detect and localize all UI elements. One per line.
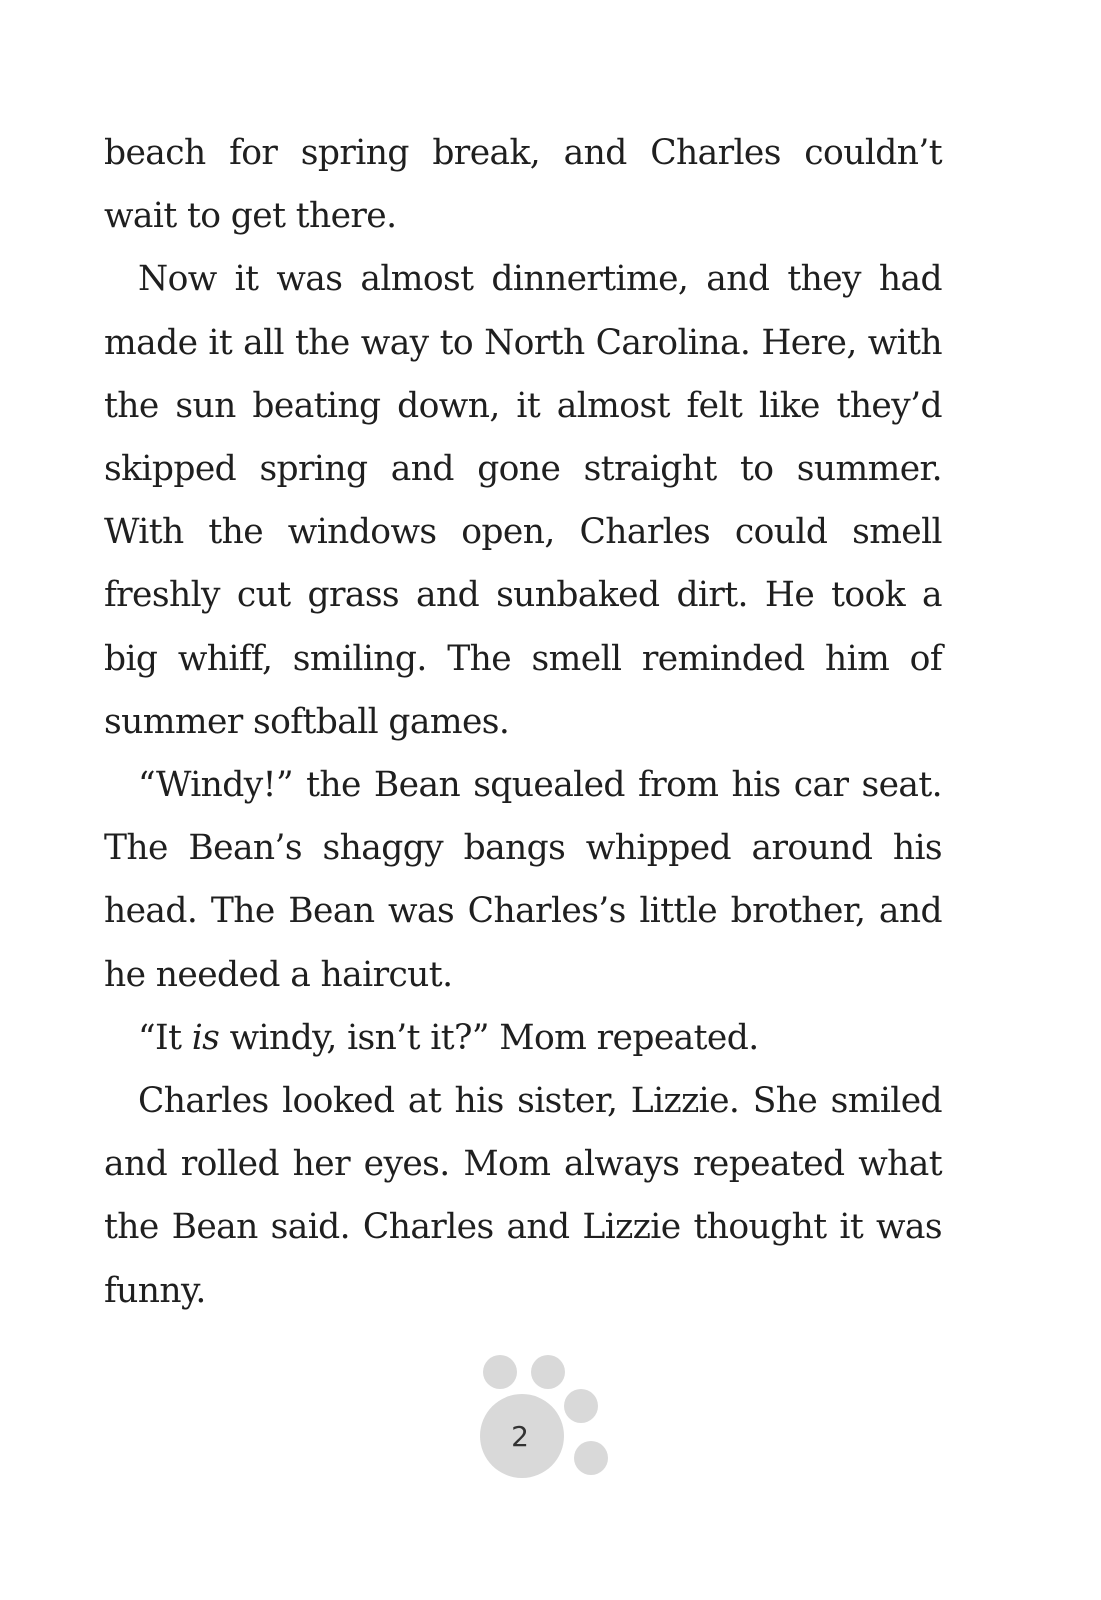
paragraph-4-text-end: windy, isn’t it?” Mom repeated. xyxy=(219,1017,759,1058)
paragraph-2-text: Now it was almost dinnertime, and they had made it all the way to North Carolina. Here, with the sun beating down, it almost felt like they’d skipped spring and gone straight to summer. With the windows open, Charles could smell freshly cut grass and sunbaked dirt. He took a big whiff, smiling. The smell reminded him of summer softball games. xyxy=(104,259,942,742)
paragraph-4-text-start: “It xyxy=(138,1017,192,1058)
paragraph-4-emphasis: is xyxy=(191,1017,220,1058)
paw-toe-3 xyxy=(564,1389,598,1423)
paragraph-3 xyxy=(104,754,942,1007)
paragraph-1 xyxy=(104,122,942,248)
paw-toe-1 xyxy=(483,1355,517,1389)
paragraph-5-text: Charles looked at his sister, Lizzie. She smiled and rolled her eyes. Mom always repeated what the Bean said. Charles and Lizzie thought it was funny. xyxy=(104,1081,942,1311)
paragraph-2 xyxy=(104,248,942,754)
page-number: 2 xyxy=(511,1420,529,1453)
paragraph-1-text: beach for spring break, and Charles couldn’t wait to get there. xyxy=(104,133,942,237)
body-text xyxy=(104,122,942,1323)
paragraph-4 xyxy=(104,1007,942,1070)
paragraph-3-text: “Windy!” the Bean squealed from his car seat. The Bean’s shaggy bangs whipped around his head. The Bean was Charles’s little brother, and he needed a haircut. xyxy=(104,765,942,995)
paw-toe-2 xyxy=(531,1355,565,1389)
paw-toe-4 xyxy=(574,1441,608,1475)
paragraph-5 xyxy=(104,1070,942,1323)
paw-print-icon xyxy=(480,1350,610,1485)
